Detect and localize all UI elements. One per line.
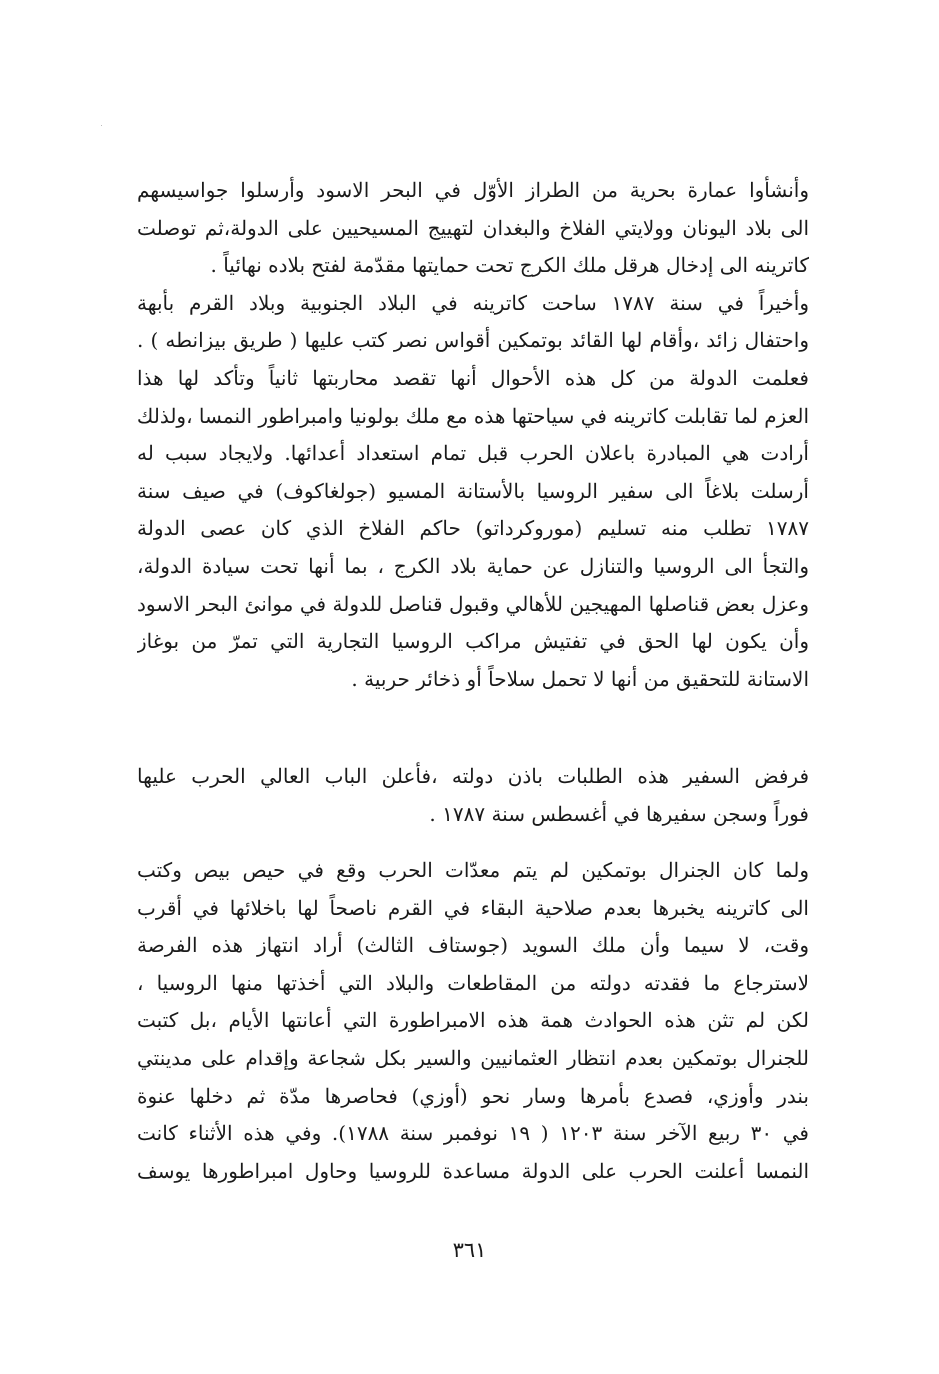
text-line: في ٣٠ ربيع الآخر سنة ١٢٠٣ ( ١٩ نوفمبر سنة ١٧٨٨). وفي هذه الأثناء كانت (137, 1121, 809, 1146)
text-line: النمسا أعلنت الحرب على الدولة مساعدة للروسيا وحاول امبراطورها يوسف (137, 1158, 809, 1183)
text-line: لاسترجاع ما فقدته دولته من المقاطعات والبلاد التي أخذتها منها الروسيا ، (137, 970, 809, 995)
paragraph-1 (137, 172, 809, 698)
page-number: ٣٦١ (452, 1238, 487, 1262)
text-line: للجنرال بوتمكين بعدم انتظار العثمانيين والسير بكل شجاعة وإقدام على مدينتي (137, 1045, 809, 1070)
text-line: واحتفال زائد ،وأقام لها القائد بوتمكين أقواس نصر كتب عليها ( طريق بيزانطه ) . (137, 328, 809, 353)
text-line: ولما كان الجنرال بوتمكين لم يتم معدّات الحرب وقع في حيص بيص وكتب (137, 858, 809, 882)
text-line: العزم لما تقابلت كاترينه في سياحتها هذه مع ملك بولونيا وامبراطور النمسا ،ولذلك (137, 403, 809, 428)
text-line: الى كاترينه يخبرها بعدم صلاحية البقاء في القرم ناصحاً لها باخلائها في أقرب (137, 895, 809, 920)
text-line: وأن يكون لها الحق في تفتيش مراكب الروسيا التجارية التي تمرّ من بوغاز (137, 629, 809, 654)
scan-speck (101, 125, 102, 126)
text-line: أرسلت بلاغاً الى سفير الروسيا بالأستانة المسيو (جولغاكوف) في صيف سنة (137, 478, 809, 503)
text-line: وقت، لا سيما وأن ملك السويد (جوستاف الثالث) أراد انتهاز هذه الفرصة (137, 933, 809, 958)
text-line: وعزل بعض قناصلها المهيجين للأهالي وقبول قناصل للدولة في موانئ البحر الاسود (137, 591, 809, 616)
text-line: ١٧٨٧ تطلب منه تسليم (موروكرداتو) حاكم الفلاخ الذي كان عصى الدولة (137, 516, 809, 541)
text-line: فوراً وسجن سفيرها في أغسطس سنة ١٧٨٧ . (429, 801, 809, 826)
text-line: وأنشأوا عمارة بحرية من الطراز الأوّل في البحر الاسود وأرسلوا جواسيسهم (137, 178, 809, 202)
text-line: فرفض السفير هذه الطلبات باذن دولته ،فأعلن الباب العالي الحرب عليها (137, 764, 809, 788)
text-line: أرادت هي المبادرة باعلان الحرب قبل تمام استعداد أعدائها. ولايجاد سبب له (137, 441, 809, 466)
text-line: الاستانة للتحقيق من أنها لا تحمل سلاحاً أو ذخائر حربية . (351, 666, 809, 691)
text-line: فعلمت الدولة من كل هذه الأحوال أنها تقصد محاربتها ثانياً وتأكد لها هذا (137, 365, 809, 390)
paragraph-2 (137, 758, 809, 833)
paragraph-3 (137, 852, 809, 1190)
text-line: كاترينه الى إدخال هرقل ملك الكرج تحت حمايتها مقدّمة لفتح بلاده نهائياً . (210, 253, 809, 278)
text-line: بندر وأوزي، فصدع بأمرها وسار نحو (أوزي) فحاصرها مدّة ثم دخلها عنوة (137, 1083, 809, 1108)
text-line: الى بلاد اليونان وولايتي الفلاخ والبغدان لتهييج المسيحيين على الدولة،ثم توصلت (137, 215, 809, 240)
text-line: والتجأ الى الروسيا والتنازل عن حماية بلاد الكرج ، بما أنها تحت سيادة الدولة، (137, 553, 809, 578)
text-line: لكن لم تثن هذه الحوادث همة هذه الامبراطورة التي أعانتها الأيام ،بل كتبت (137, 1008, 809, 1033)
text-line: وأخيراً في سنة ١٧٨٧ ساحت كاترينه في البلاد الجنوبية وبلاد القرم بأبهة (137, 290, 809, 315)
